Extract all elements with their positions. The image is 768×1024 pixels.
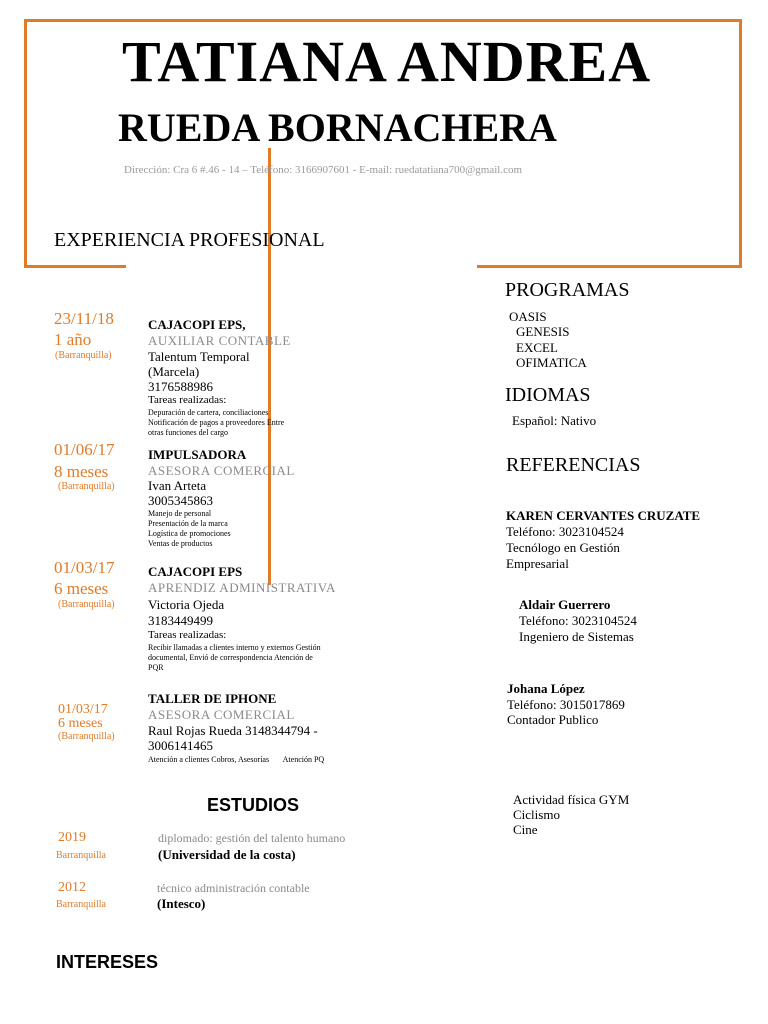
study-course: diplomado: gestión del talento humano bbox=[158, 831, 346, 845]
study-location: Barranquilla bbox=[56, 899, 106, 910]
exp-tasks-label: Tareas realizadas: bbox=[148, 629, 227, 641]
exp-date: 01/03/17 bbox=[58, 702, 108, 717]
exp-company: IMPULSADORA bbox=[148, 447, 247, 462]
exp-tasks-label: Tareas realizadas: bbox=[148, 394, 227, 406]
exp-contact-line: 3183449499 bbox=[148, 613, 213, 628]
reference-detail: Contador Publico bbox=[507, 712, 599, 727]
exp-company: CAJACOPI EPS bbox=[148, 564, 243, 579]
exp-company: CAJACOPI EPS, bbox=[148, 317, 246, 332]
hobby-item: Cine bbox=[513, 822, 538, 837]
reference-name: Johana López bbox=[507, 681, 585, 696]
frame-left-line bbox=[24, 19, 27, 268]
exp-task: Atención a clientes Cobros, Asesorías Atención PQ bbox=[148, 755, 325, 764]
exp-location: (Barranquilla) bbox=[55, 350, 112, 361]
exp-task: Recibir llamadas a clientes interno y externos Gestión bbox=[148, 643, 321, 652]
reference-phone: Teléfono: 3015017869 bbox=[507, 697, 625, 712]
hobby-item: Actividad física GYM bbox=[513, 792, 630, 807]
frame-top-line bbox=[24, 19, 742, 22]
reference-detail: Tecnólogo en Gestión bbox=[506, 540, 620, 555]
vertical-divider-line bbox=[268, 148, 271, 585]
exp-task: Notificación de pagos a proveedores Entre bbox=[148, 418, 285, 427]
studies-heading: ESTUDIOS bbox=[207, 795, 300, 815]
exp-contact-line: (Marcela) bbox=[148, 364, 200, 379]
exp-contact-line: Ivan Arteta bbox=[148, 478, 207, 493]
exp-date: 01/06/17 bbox=[54, 440, 115, 459]
exp-task: documental, Envió de correspondencia Atención de bbox=[148, 653, 313, 662]
interests-heading: INTERESES bbox=[56, 952, 159, 972]
program-item: OFIMATICA bbox=[516, 355, 587, 370]
frame-right-line bbox=[739, 19, 742, 268]
frame-bottom-right-line bbox=[477, 265, 742, 268]
reference-name: KAREN CERVANTES CRUZATE bbox=[506, 508, 701, 523]
exp-role: ASESORA COMERCIAL bbox=[148, 463, 295, 478]
exp-contact-line: Talentum Temporal bbox=[148, 349, 250, 364]
exp-role: APRENDIZ ADMINISTRATIVA bbox=[148, 580, 336, 595]
language-item: Español: Nativo bbox=[512, 413, 597, 428]
exp-date: 01/03/17 bbox=[54, 558, 115, 577]
reference-detail: Ingeniero de Sistemas bbox=[519, 629, 634, 644]
study-location: Barranquilla bbox=[56, 850, 106, 861]
contact-line: Dirección: Cra 6 #.46 - 14 – Teléfono: 3166907601 - E-mail: ruedatatiana700@gmail.com bbox=[124, 164, 523, 176]
first-names: TATIANA ANDREA bbox=[122, 29, 652, 94]
hobby-item: Ciclismo bbox=[513, 807, 560, 822]
reference-name: Aldair Guerrero bbox=[519, 597, 611, 612]
exp-duration: 6 meses bbox=[54, 579, 109, 598]
exp-role: ASESORA COMERCIAL bbox=[148, 707, 295, 722]
exp-task: Presentación de la marca bbox=[148, 519, 228, 528]
study-institution: (Intesco) bbox=[157, 896, 206, 911]
study-year: 2012 bbox=[58, 880, 86, 895]
exp-duration: 6 meses bbox=[58, 716, 103, 731]
experience-heading: EXPERIENCIA PROFESIONAL bbox=[54, 229, 325, 251]
programs-heading: PROGRAMAS bbox=[505, 279, 630, 301]
program-item: GENESIS bbox=[516, 324, 570, 339]
frame-bottom-left-line bbox=[24, 265, 126, 268]
last-names: RUEDA BORNACHERA bbox=[118, 105, 557, 150]
exp-task: otras funciones del cargo bbox=[148, 428, 229, 437]
exp-duration: 1 año bbox=[54, 330, 92, 349]
exp-location: (Barranquilla) bbox=[58, 599, 115, 610]
study-institution: (Universidad de la costa) bbox=[158, 847, 296, 862]
exp-role: AUXILIAR CONTABLE bbox=[148, 333, 291, 348]
exp-task: Logística de promociones bbox=[148, 529, 231, 538]
reference-phone: Teléfono: 3023104524 bbox=[506, 524, 624, 539]
exp-location: (Barranquilla) bbox=[58, 481, 115, 492]
exp-location: (Barranquilla) bbox=[58, 731, 115, 742]
languages-heading: IDIOMAS bbox=[505, 384, 591, 406]
exp-contact-line: Victoria Ojeda bbox=[148, 597, 225, 612]
exp-contact-line: 3005345863 bbox=[148, 493, 213, 508]
reference-phone: Teléfono: 3023104524 bbox=[519, 613, 637, 628]
reference-detail: Empresarial bbox=[506, 556, 569, 571]
exp-company: TALLER DE IPHONE bbox=[148, 691, 277, 706]
exp-date: 23/11/18 bbox=[54, 309, 114, 328]
exp-contact-line: 3006141465 bbox=[148, 738, 213, 753]
study-course: técnico administración contable bbox=[157, 881, 310, 895]
exp-task: Ventas de productos bbox=[148, 539, 213, 548]
exp-contact-line: 3176588986 bbox=[148, 379, 213, 394]
exp-task: Manejo de personal bbox=[148, 509, 212, 518]
program-item: EXCEL bbox=[516, 340, 558, 355]
exp-duration: 8 meses bbox=[54, 462, 109, 481]
program-item: OASIS bbox=[509, 309, 547, 324]
references-heading: REFERENCIAS bbox=[506, 454, 641, 476]
exp-contact-line: Raul Rojas Rueda 3148344794 - bbox=[148, 723, 318, 738]
exp-task: PQR bbox=[148, 663, 164, 672]
exp-task: Depuración de cartera, conciliaciones bbox=[148, 408, 269, 417]
study-year: 2019 bbox=[58, 830, 86, 845]
